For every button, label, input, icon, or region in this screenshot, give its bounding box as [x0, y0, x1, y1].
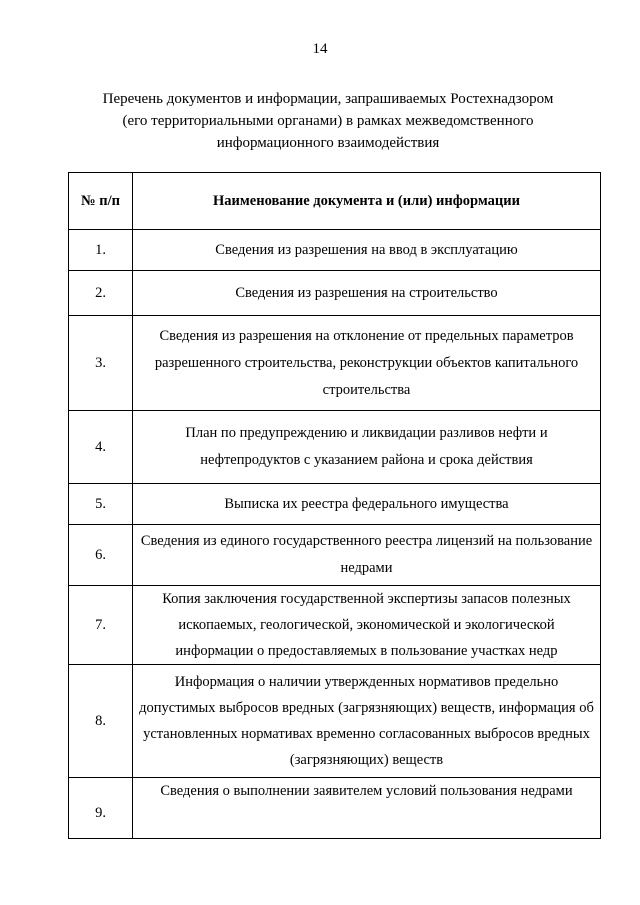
row-number: 7.	[69, 586, 133, 665]
table-row	[69, 665, 601, 778]
table-header-row	[69, 173, 601, 230]
row-document-name: Сведения из единого государственного реестра лицензий на пользование недрами	[133, 525, 601, 586]
row-document-name: Сведения из разрешения на строительство	[133, 271, 601, 316]
document-title-line-1: Перечень документов и информации, запрашиваемых Ростехнадзором	[102, 91, 554, 107]
row-document-name: Информация о наличии утвержденных нормативов предельно допустимых выбросов вредных (загрязняющих) веществ, информация об установленных нормативах временно согласованных выбросов вредных (загрязняющих) веществ	[133, 665, 601, 778]
table-row	[69, 271, 601, 316]
row-number: 1.	[69, 230, 133, 271]
document-title-line-2: (его территориальными органами) в рамках межведомственного	[122, 113, 534, 129]
row-number: 8.	[69, 665, 133, 778]
table-row	[69, 230, 601, 271]
column-header-number: № п/п	[69, 173, 133, 230]
row-number: 3.	[69, 316, 133, 411]
row-number: 2.	[69, 271, 133, 316]
row-number: 6.	[69, 525, 133, 586]
row-document-name: Сведения о выполнении заявителем условий пользования недрами	[133, 778, 601, 839]
table-row	[69, 586, 601, 665]
document-title-line-3: информационного взаимодействия	[216, 135, 440, 151]
page-number: 14	[312, 41, 328, 57]
row-document-name: План по предупреждению и ликвидации разливов нефти и нефтепродуктов с указанием района и срока действия	[133, 411, 601, 484]
row-number: 4.	[69, 411, 133, 484]
row-number: 5.	[69, 484, 133, 525]
row-number: 9.	[69, 778, 133, 839]
row-document-name: Выписка их реестра федерального имущества	[133, 484, 601, 525]
table-row	[69, 484, 601, 525]
row-document-name: Копия заключения государственной экспертизы запасов полезных ископаемых, геологической, экономической и экологической информации о предоставляемых в пользование участках недр	[133, 586, 601, 665]
table-row	[69, 778, 601, 839]
table-row	[69, 411, 601, 484]
column-header-name: Наименование документа и (или) информации	[133, 173, 601, 230]
document-title	[100, 88, 556, 154]
row-document-name: Сведения из разрешения на ввод в эксплуатацию	[133, 230, 601, 271]
table-row	[69, 525, 601, 586]
documents-table	[68, 172, 601, 839]
table-row	[69, 316, 601, 411]
row-document-name: Сведения из разрешения на отклонение от предельных параметров разрешенного строительства, реконструкции объектов капитального строительства	[133, 316, 601, 411]
